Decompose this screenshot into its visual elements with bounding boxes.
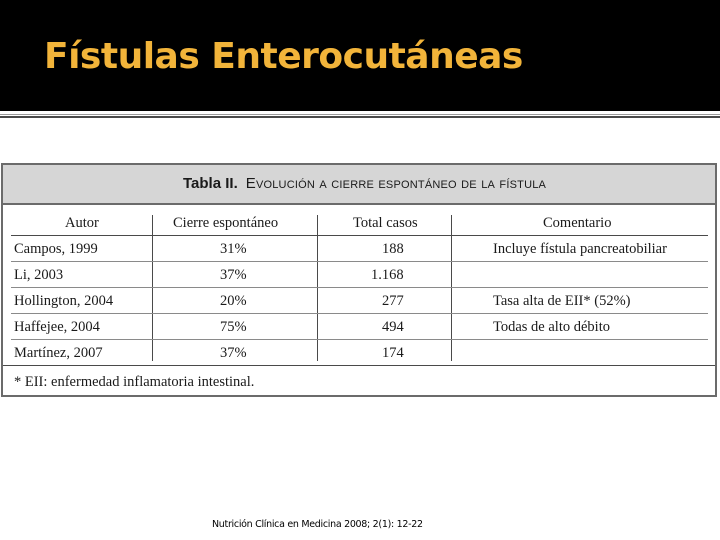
header-total: Total casos: [353, 215, 418, 231]
header-cierre: Cierre espontáneo: [173, 215, 279, 231]
table-cell-total: 1.168: [371, 267, 404, 283]
table-cell-cierre: 37%: [220, 345, 247, 361]
table-cell-comentario: Todas de alto débito: [493, 319, 610, 335]
table-caption-label: Tabla II.: [183, 175, 238, 192]
table-cell-total: 174: [382, 345, 404, 361]
table-footnote: * EII: enfermedad inflamatoria intestinal.: [14, 374, 255, 390]
table-cell-comentario: Tasa alta de EII* (52%): [493, 293, 631, 309]
table-bottom-rule: [3, 365, 715, 366]
row-divider: [11, 313, 708, 314]
table-cell-autor: Martínez, 2007: [14, 345, 103, 361]
table-cell-total: 277: [382, 293, 404, 309]
row-divider: [11, 339, 708, 340]
header-autor: Autor: [65, 215, 99, 231]
table-cell-autor: Campos, 1999: [14, 241, 98, 257]
table-cell-autor: Hollington, 2004: [14, 293, 114, 309]
table-cell-autor: Li, 2003: [14, 267, 64, 283]
table-cell-cierre: 31%: [220, 241, 247, 257]
table-cell-autor: Haffejee, 2004: [14, 319, 100, 335]
table-caption-text: Evolución a cierre espontáneo de la fístula: [245, 175, 547, 192]
table-cell-cierre: 20%: [220, 293, 247, 309]
table-cell-cierre: 37%: [220, 267, 247, 283]
table-cell-total: 494: [382, 319, 404, 335]
divider-line-thick: [0, 116, 720, 118]
table-caption-band: [3, 165, 715, 205]
data-table: [1, 163, 717, 397]
table-caption: [183, 175, 546, 192]
row-divider: [11, 261, 708, 262]
title-bar: [0, 0, 720, 111]
table-cell-cierre: 75%: [220, 319, 247, 335]
divider-line-thin: [0, 114, 720, 115]
header-underline: [11, 235, 708, 236]
header-comentario: Comentario: [543, 215, 612, 231]
row-divider: [11, 287, 708, 288]
source-citation: Nutrición Clínica en Medicina 2008; 2(1): 12-22: [212, 519, 423, 530]
table-cell-total: 188: [382, 241, 404, 257]
table-cell-comentario: Incluye fístula pancreatobiliar: [493, 241, 667, 257]
slide-title: Fístulas Enterocutáneas: [44, 36, 523, 77]
